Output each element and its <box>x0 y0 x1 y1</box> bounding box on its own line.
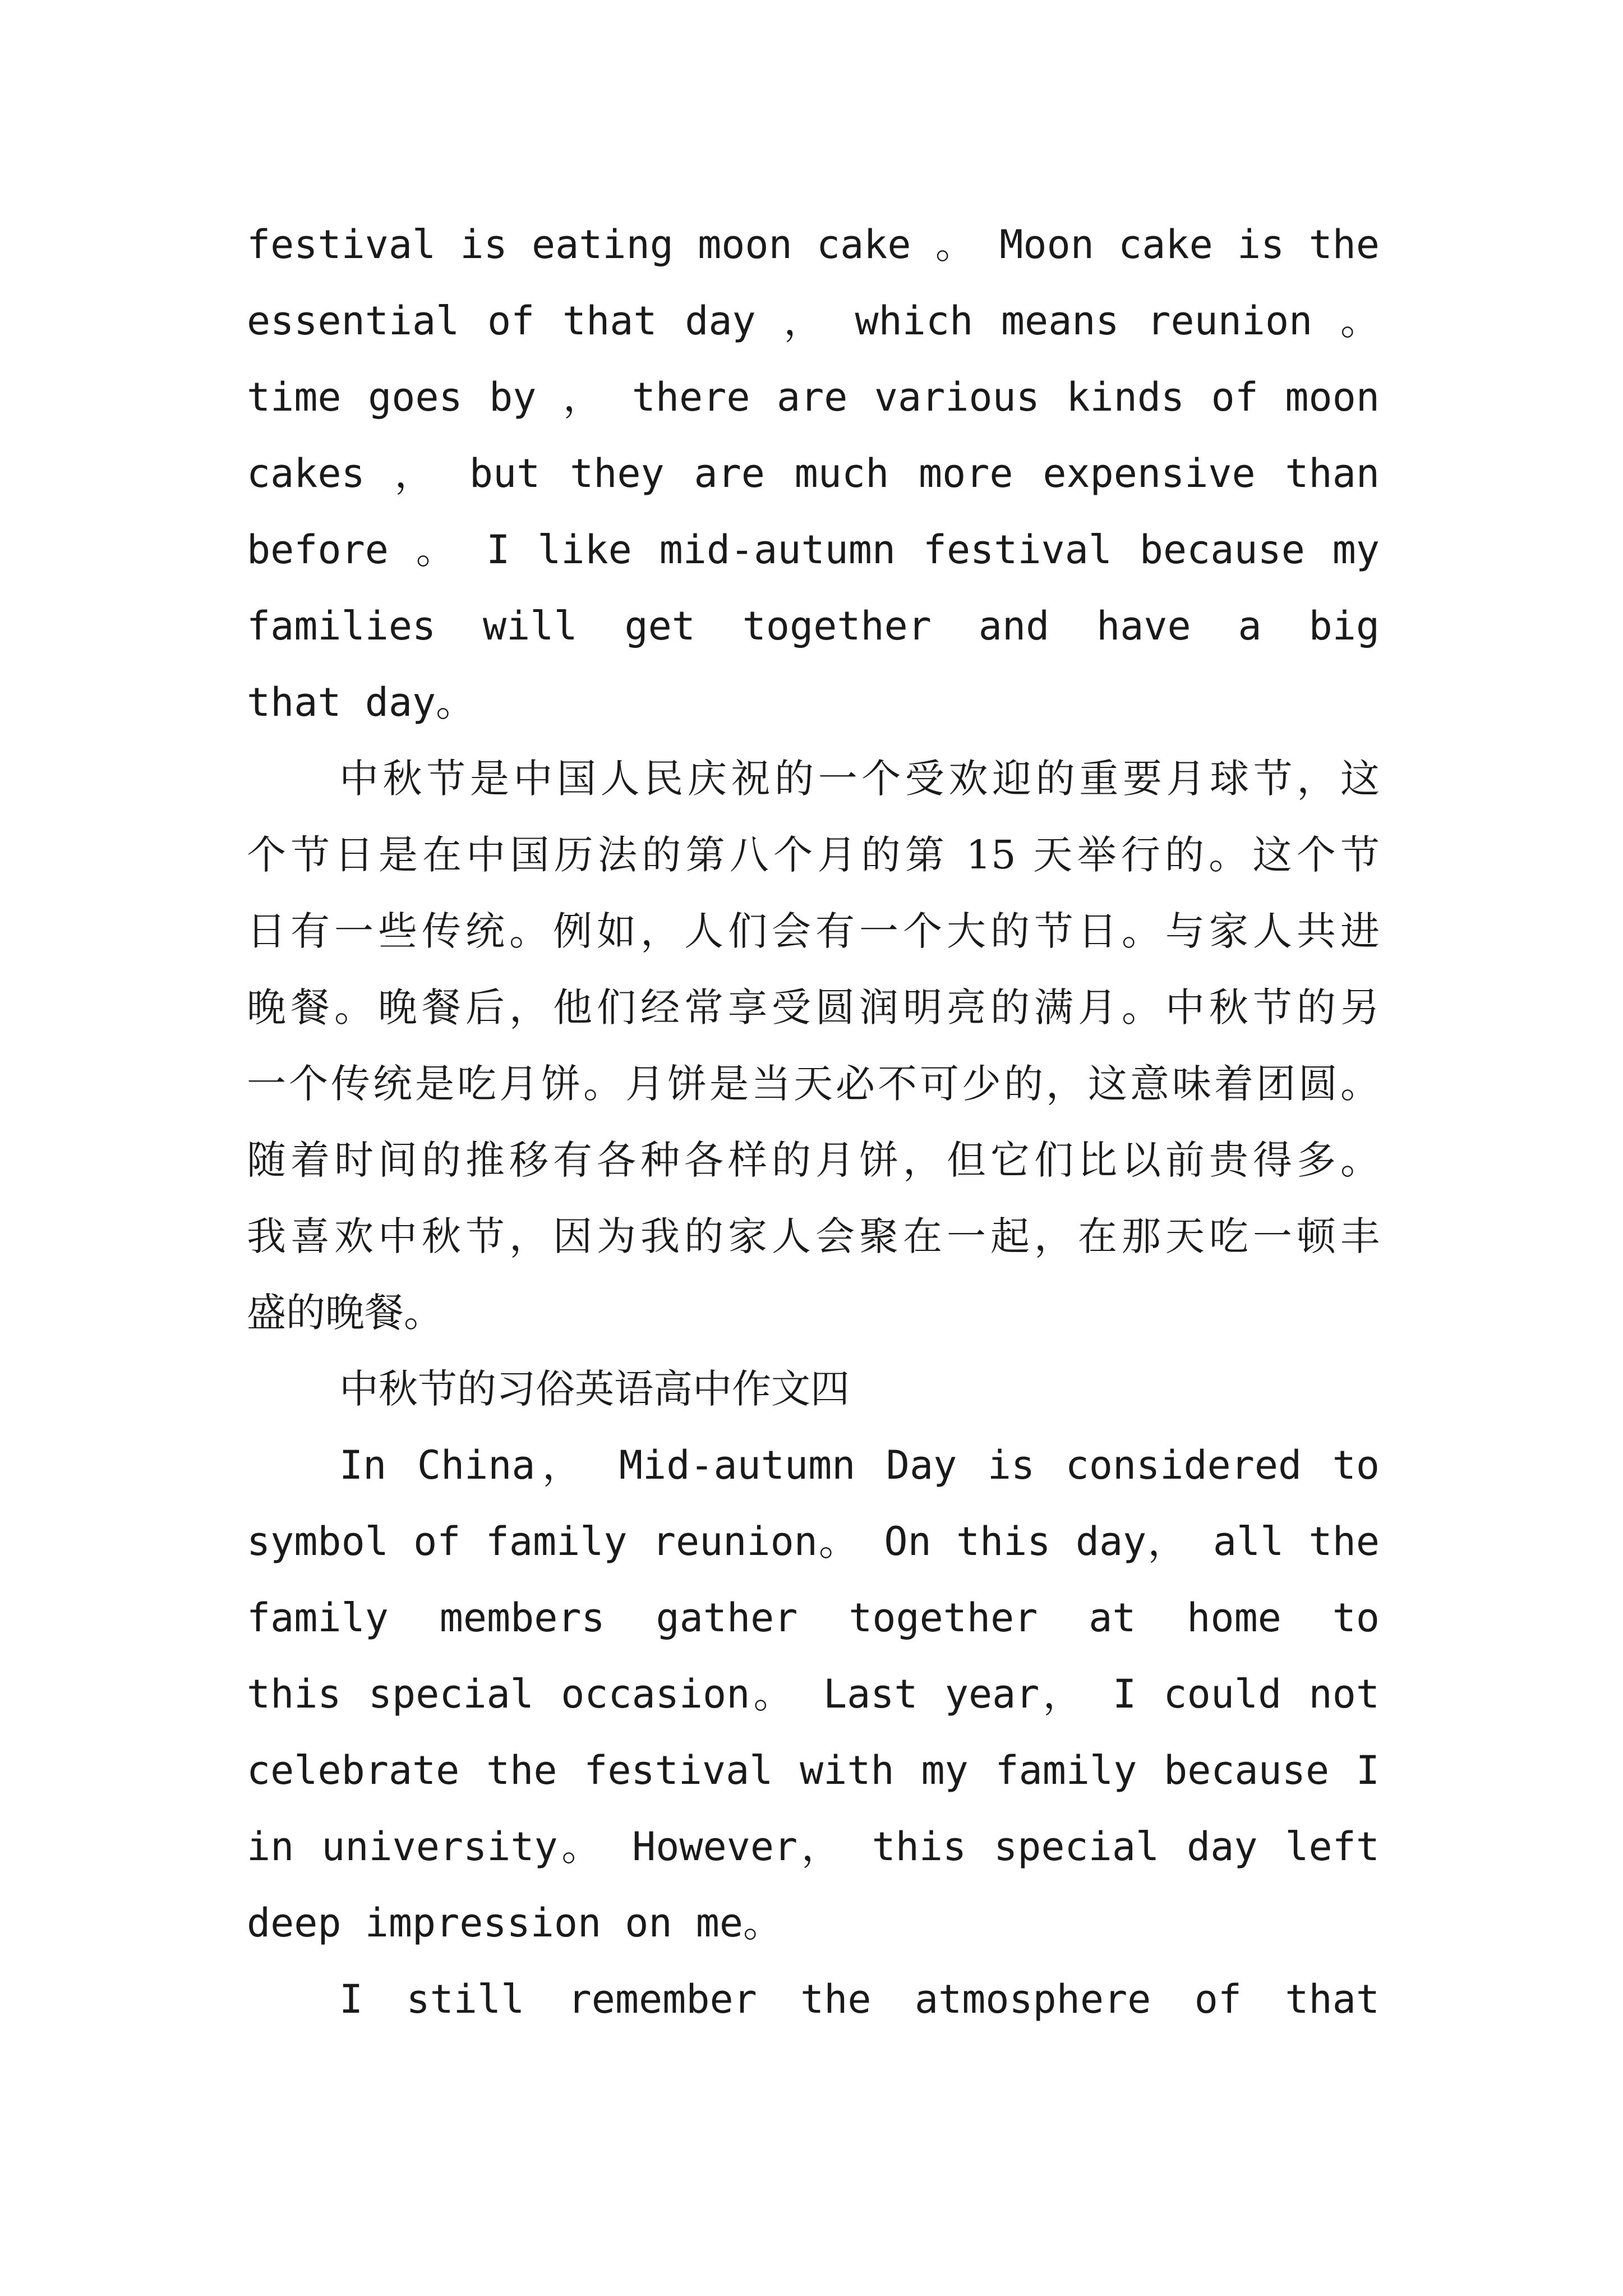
text-line: 盛的晚餐。 <box>247 1290 443 1336</box>
text-line: 个节日是在中国历法的第八个月的第 15 天举行的。这个节 <box>247 832 1380 878</box>
text-line: festival is eating moon cake 。 Moon cake is the <box>247 222 1380 268</box>
text-line: that day。 <box>247 679 476 725</box>
text-line: family members gather together at home to <box>247 1595 1380 1641</box>
text-line: 我喜欢中秋节，因为我的家人会聚在一起，在那天吃一顿丰 <box>247 1213 1380 1259</box>
text-line: deep impression on me。 <box>247 1900 783 1946</box>
text-line: celebrate the festival with my family because I <box>247 1747 1380 1793</box>
text-line: 随着时间的推移有各种各样的月饼，但它们比以前贵得多。 <box>247 1137 1380 1183</box>
text-line: essential of that day ， which means reunion 。 <box>247 298 1380 344</box>
text-line: this special occasion。 Last year， I could not <box>247 1671 1380 1717</box>
text-line: before 。 I like mid-autumn festival because my <box>247 527 1380 573</box>
text-line: time goes by ， there are various kinds of moon <box>247 374 1380 420</box>
text-line: 日有一些传统。例如，人们会有一个大的节日。与家人共进 <box>247 908 1380 954</box>
section-heading: 中秋节的习俗英语高中作文四 <box>339 1366 850 1412</box>
text-line: in university。 However， this special day left <box>247 1824 1380 1870</box>
text-line: cakes ， but they are much more expensive than <box>247 450 1380 496</box>
text-line: 一个传统是吃月饼。月饼是当天必不可少的，这意味着团圆。 <box>247 1061 1380 1107</box>
text-line: 晚餐。晚餐后，他们经常享受圆润明亮的满月。中秋节的另 <box>247 984 1380 1030</box>
text-line: I still remember the atmosphere of that <box>339 1976 1380 2022</box>
text-line: In China， Mid-autumn Day is considered to <box>339 1442 1380 1488</box>
text-line: 中秋节是中国人民庆祝的一个受欢迎的重要月球节，这 <box>339 756 1380 802</box>
text-line: families will get together and have a big <box>247 603 1380 649</box>
text-line: symbol of family reunion。 On this day， all the <box>247 1519 1380 1565</box>
